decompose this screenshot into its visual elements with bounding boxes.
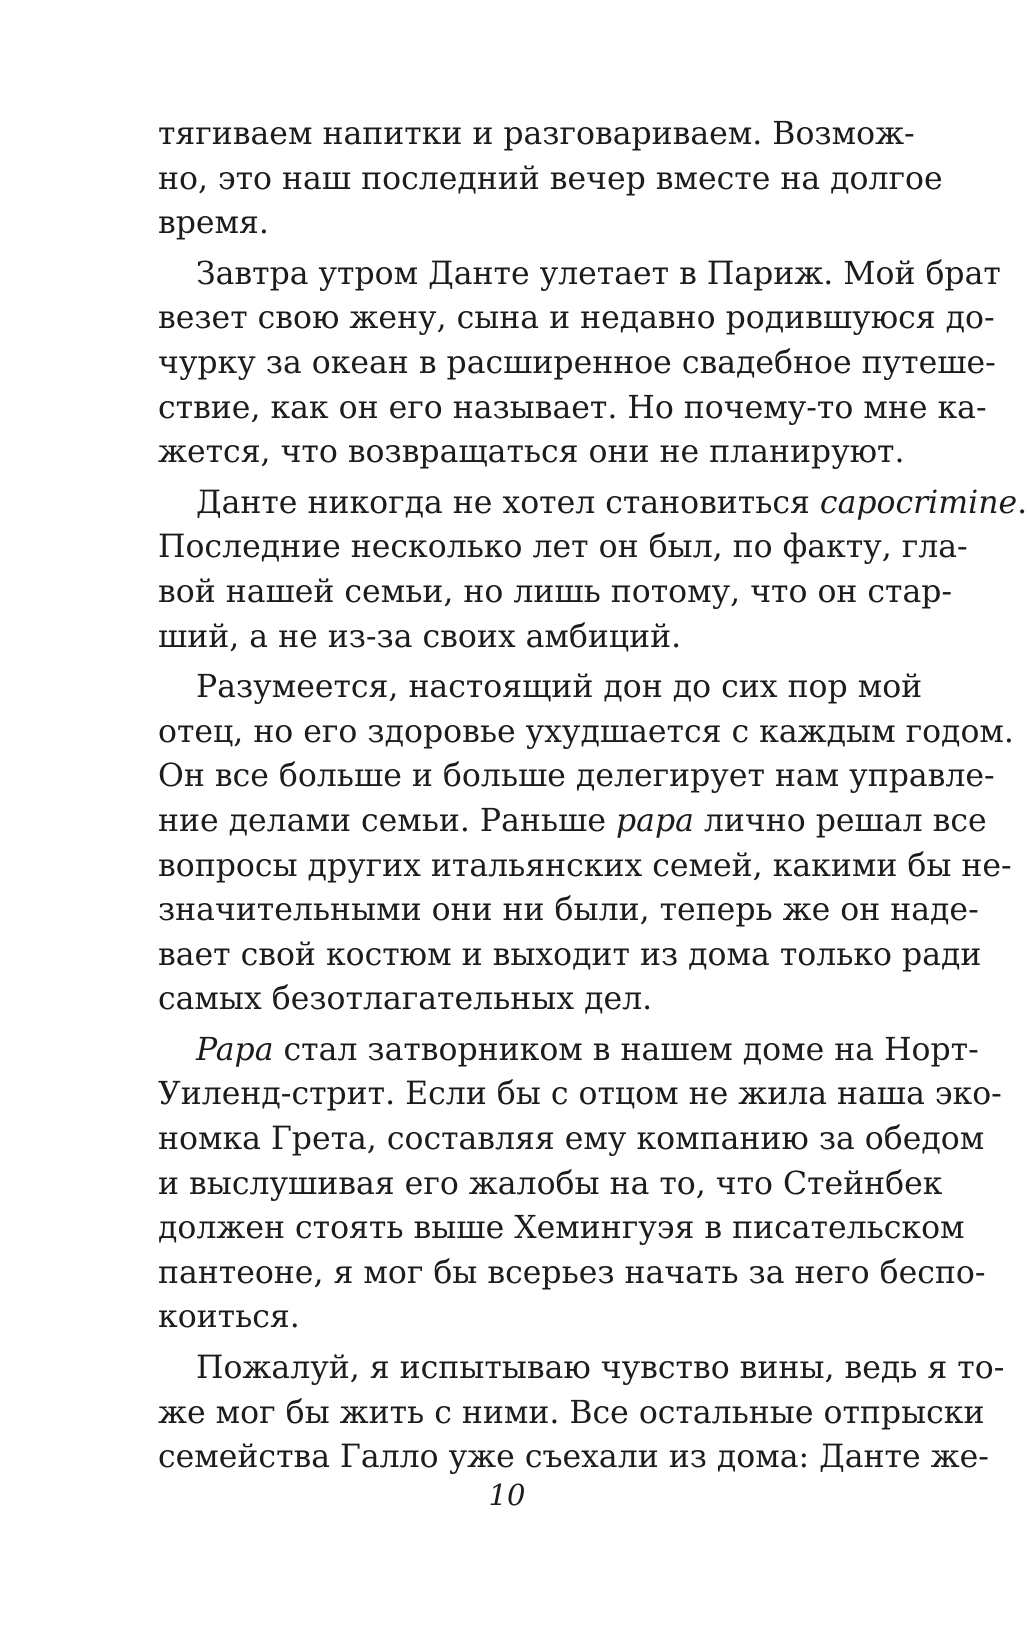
paragraph — [158, 252, 1001, 475]
paragraph — [158, 481, 1027, 659]
text-line: Завтра утром Данте улетает в Париж. Мой брат — [196, 255, 1001, 292]
paragraph — [158, 1346, 1005, 1480]
text-line: коиться. — [158, 1299, 300, 1336]
text-line: вой нашей семьи, но лишь потому, что он стар- — [158, 573, 953, 610]
text-line: но, это наш последний вечер вместе на долгое — [158, 160, 943, 197]
text-line: значительными они ни были, теперь же он наде- — [158, 892, 979, 929]
text-line: Последние несколько лет он был, по факту, гла- — [158, 529, 968, 566]
paragraph — [158, 665, 1014, 1022]
text-line: отец, но его здоровье ухудшается с каждым годом. — [158, 713, 1014, 750]
paragraph — [158, 1028, 1002, 1340]
text-line: Разумеется, настоящий дон до сих пор мой — [196, 669, 923, 706]
text-line: Уиленд-стрит. Если бы с отцом не жила наша эко- — [158, 1076, 1002, 1113]
text-line: Papa стал затворником в нашем доме на Норт- — [196, 1031, 979, 1068]
text-line: ствие, как он его называет. Но почему-то мне ка- — [158, 389, 987, 426]
text-line: жется, что возвращаться они не планируют. — [158, 434, 905, 471]
text-line: вопросы других итальянских семей, какими бы не- — [158, 847, 1012, 884]
paragraph — [158, 112, 943, 246]
text-line: Данте никогда не хотел становиться capocrimine. — [196, 484, 1027, 521]
text-line: должен стоять выше Хемингуэя в писательском — [158, 1210, 965, 1247]
text-line: же мог бы жить с ними. Все остальные отпрыски — [158, 1394, 985, 1431]
text-line: семейства Галло уже съехали из дома: Данте же- — [158, 1439, 989, 1476]
text-line: тягиваем напитки и разговариваем. Возмож- — [158, 116, 915, 152]
text-line: самых безотлагательных дел. — [158, 981, 653, 1018]
text-line: пантеоне, я мог бы всерьез начать за него беспо- — [158, 1254, 986, 1291]
body-text — [158, 112, 1027, 1480]
text-line: Пожалуй, я испытываю чувство вины, ведь я то- — [196, 1350, 1005, 1387]
text-line: время. — [158, 205, 269, 242]
text-line: ший, а не из-за своих амбиций. — [158, 618, 682, 655]
text-line: везет свою жену, сына и недавно родившуюся до- — [158, 300, 995, 337]
text-line: ние делами семьи. Раньше papa лично решал все — [158, 802, 987, 839]
text-line: Он все больше и больше делегирует нам управле- — [158, 758, 995, 795]
text-line: номка Грета, составляя ему компанию за обедом — [158, 1121, 985, 1158]
text-line: вает свой костюм и выходит из дома только ради — [158, 936, 982, 973]
page-number: 10 — [488, 1478, 526, 1512]
text-line: и выслушивая его жалобы на то, что Стейнбек — [158, 1165, 943, 1202]
text-line: чурку за океан в расширенное свадебное путеше- — [158, 344, 996, 381]
